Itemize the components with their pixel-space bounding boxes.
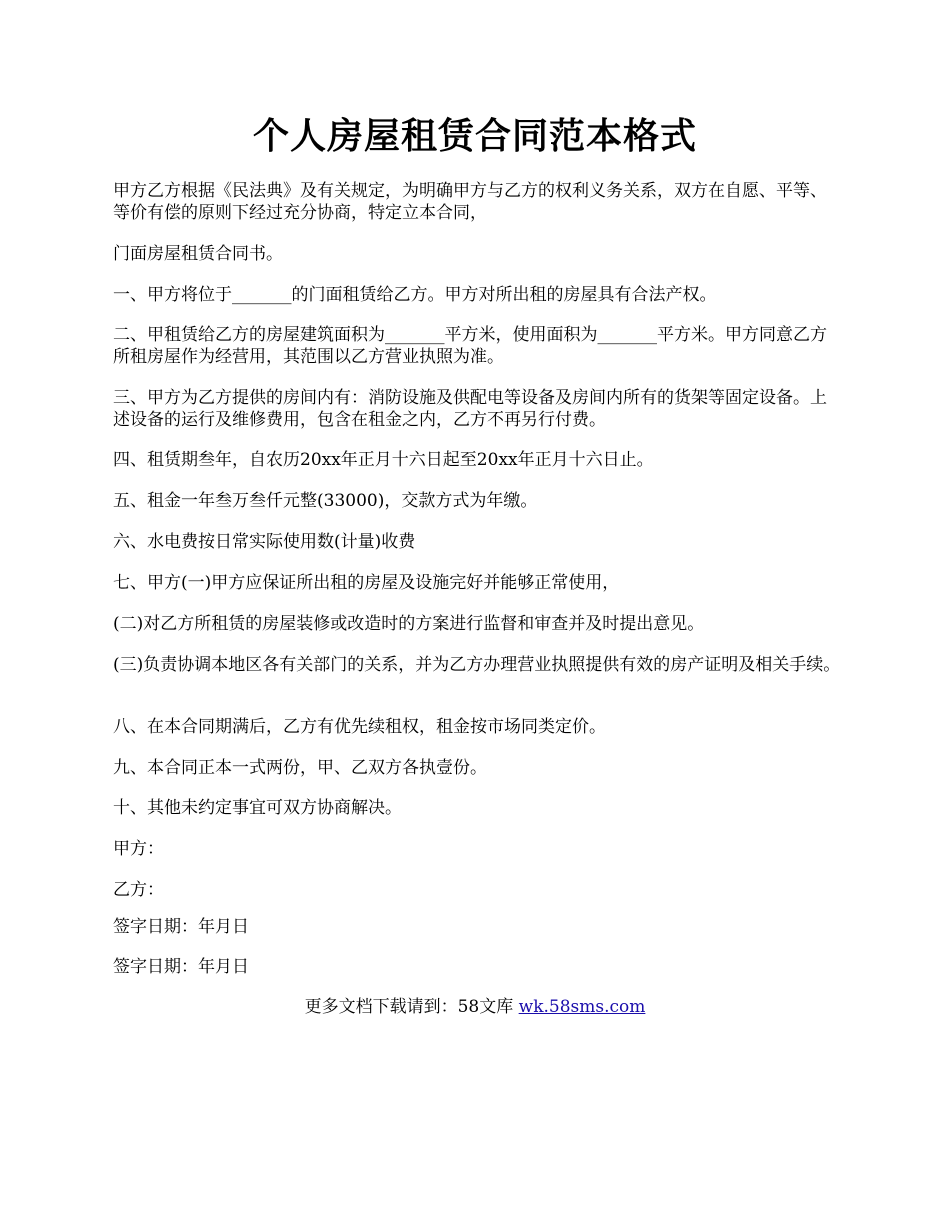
party-a-label: 甲方： (113, 839, 164, 859)
paragraph-clause-7: 七、甲方(一)甲方应保证所出租的房屋及设施完好并能够正常使用， (113, 573, 620, 593)
footer-text: 更多文档下载请到：58文库 (304, 997, 519, 1017)
paragraph-clause-1: 一、甲方将位于_______的门面租赁给乙方。甲方对所出租的房屋具有合法产权。 (113, 285, 717, 305)
footer-link[interactable]: wk.58sms.com (518, 997, 646, 1017)
signature-date-a: 签字日期：年月日 (113, 917, 249, 937)
paragraph-clause-3: 三、甲方为乙方提供的房间内有：消防设施及供配电等设备及房间内所有的货架等固定设备。上述设备的运行及维修费用，包含在租金之内，乙方不再另行付费。 (113, 388, 827, 430)
paragraph-clause-6: 六、水电费按日常实际使用数(计量)收费 (113, 532, 416, 552)
paragraph-clause-4: 四、租赁期叁年，自农历20xx年正月十六日起至20xx年正月十六日止。 (113, 450, 654, 470)
paragraph-clause-7-2: (二)对乙方所租赁的房屋装修或改造时的方案进行监督和审查并及时提出意见。 (113, 614, 705, 634)
footer (0, 996, 950, 1018)
paragraph-clause-10: 十、其他未约定事宜可双方协商解决。 (113, 798, 402, 818)
party-b-label: 乙方： (113, 880, 164, 900)
paragraph-preamble: 甲方乙方根据《民法典》及有关规定，为明确甲方与乙方的权利义务关系，双方在自愿、平等、等价有偿的原则下经过充分协商，特定立本合同， (113, 181, 827, 223)
paragraph-clause-7-3: (三)负责协调本地区各有关部门的关系，并为乙方办理营业执照提供有效的房产证明及相关手续。 (113, 655, 841, 675)
signature-date-b: 签字日期：年月日 (113, 957, 249, 977)
paragraph-clause-9: 九、本合同正本一式两份，甲、乙双方各执壹份。 (113, 758, 487, 778)
document-title: 个人房屋租赁合同范本格式 (252, 115, 697, 157)
paragraph-clause-2: 二、甲租赁给乙方的房屋建筑面积为_______平方米，使用面积为_______平方米。甲方同意乙方所租房屋作为经营用，其范围以乙方营业执照为准。 (113, 325, 827, 367)
paragraph-clause-5: 五、租金一年叁万叁仟元整(33000)，交款方式为年缴。 (113, 491, 538, 511)
paragraph-clause-8: 八、在本合同期满后，乙方有优先续租权，租金按市场同类定价。 (113, 717, 606, 737)
paragraph-contract-name: 门面房屋租赁合同书。 (113, 244, 283, 264)
